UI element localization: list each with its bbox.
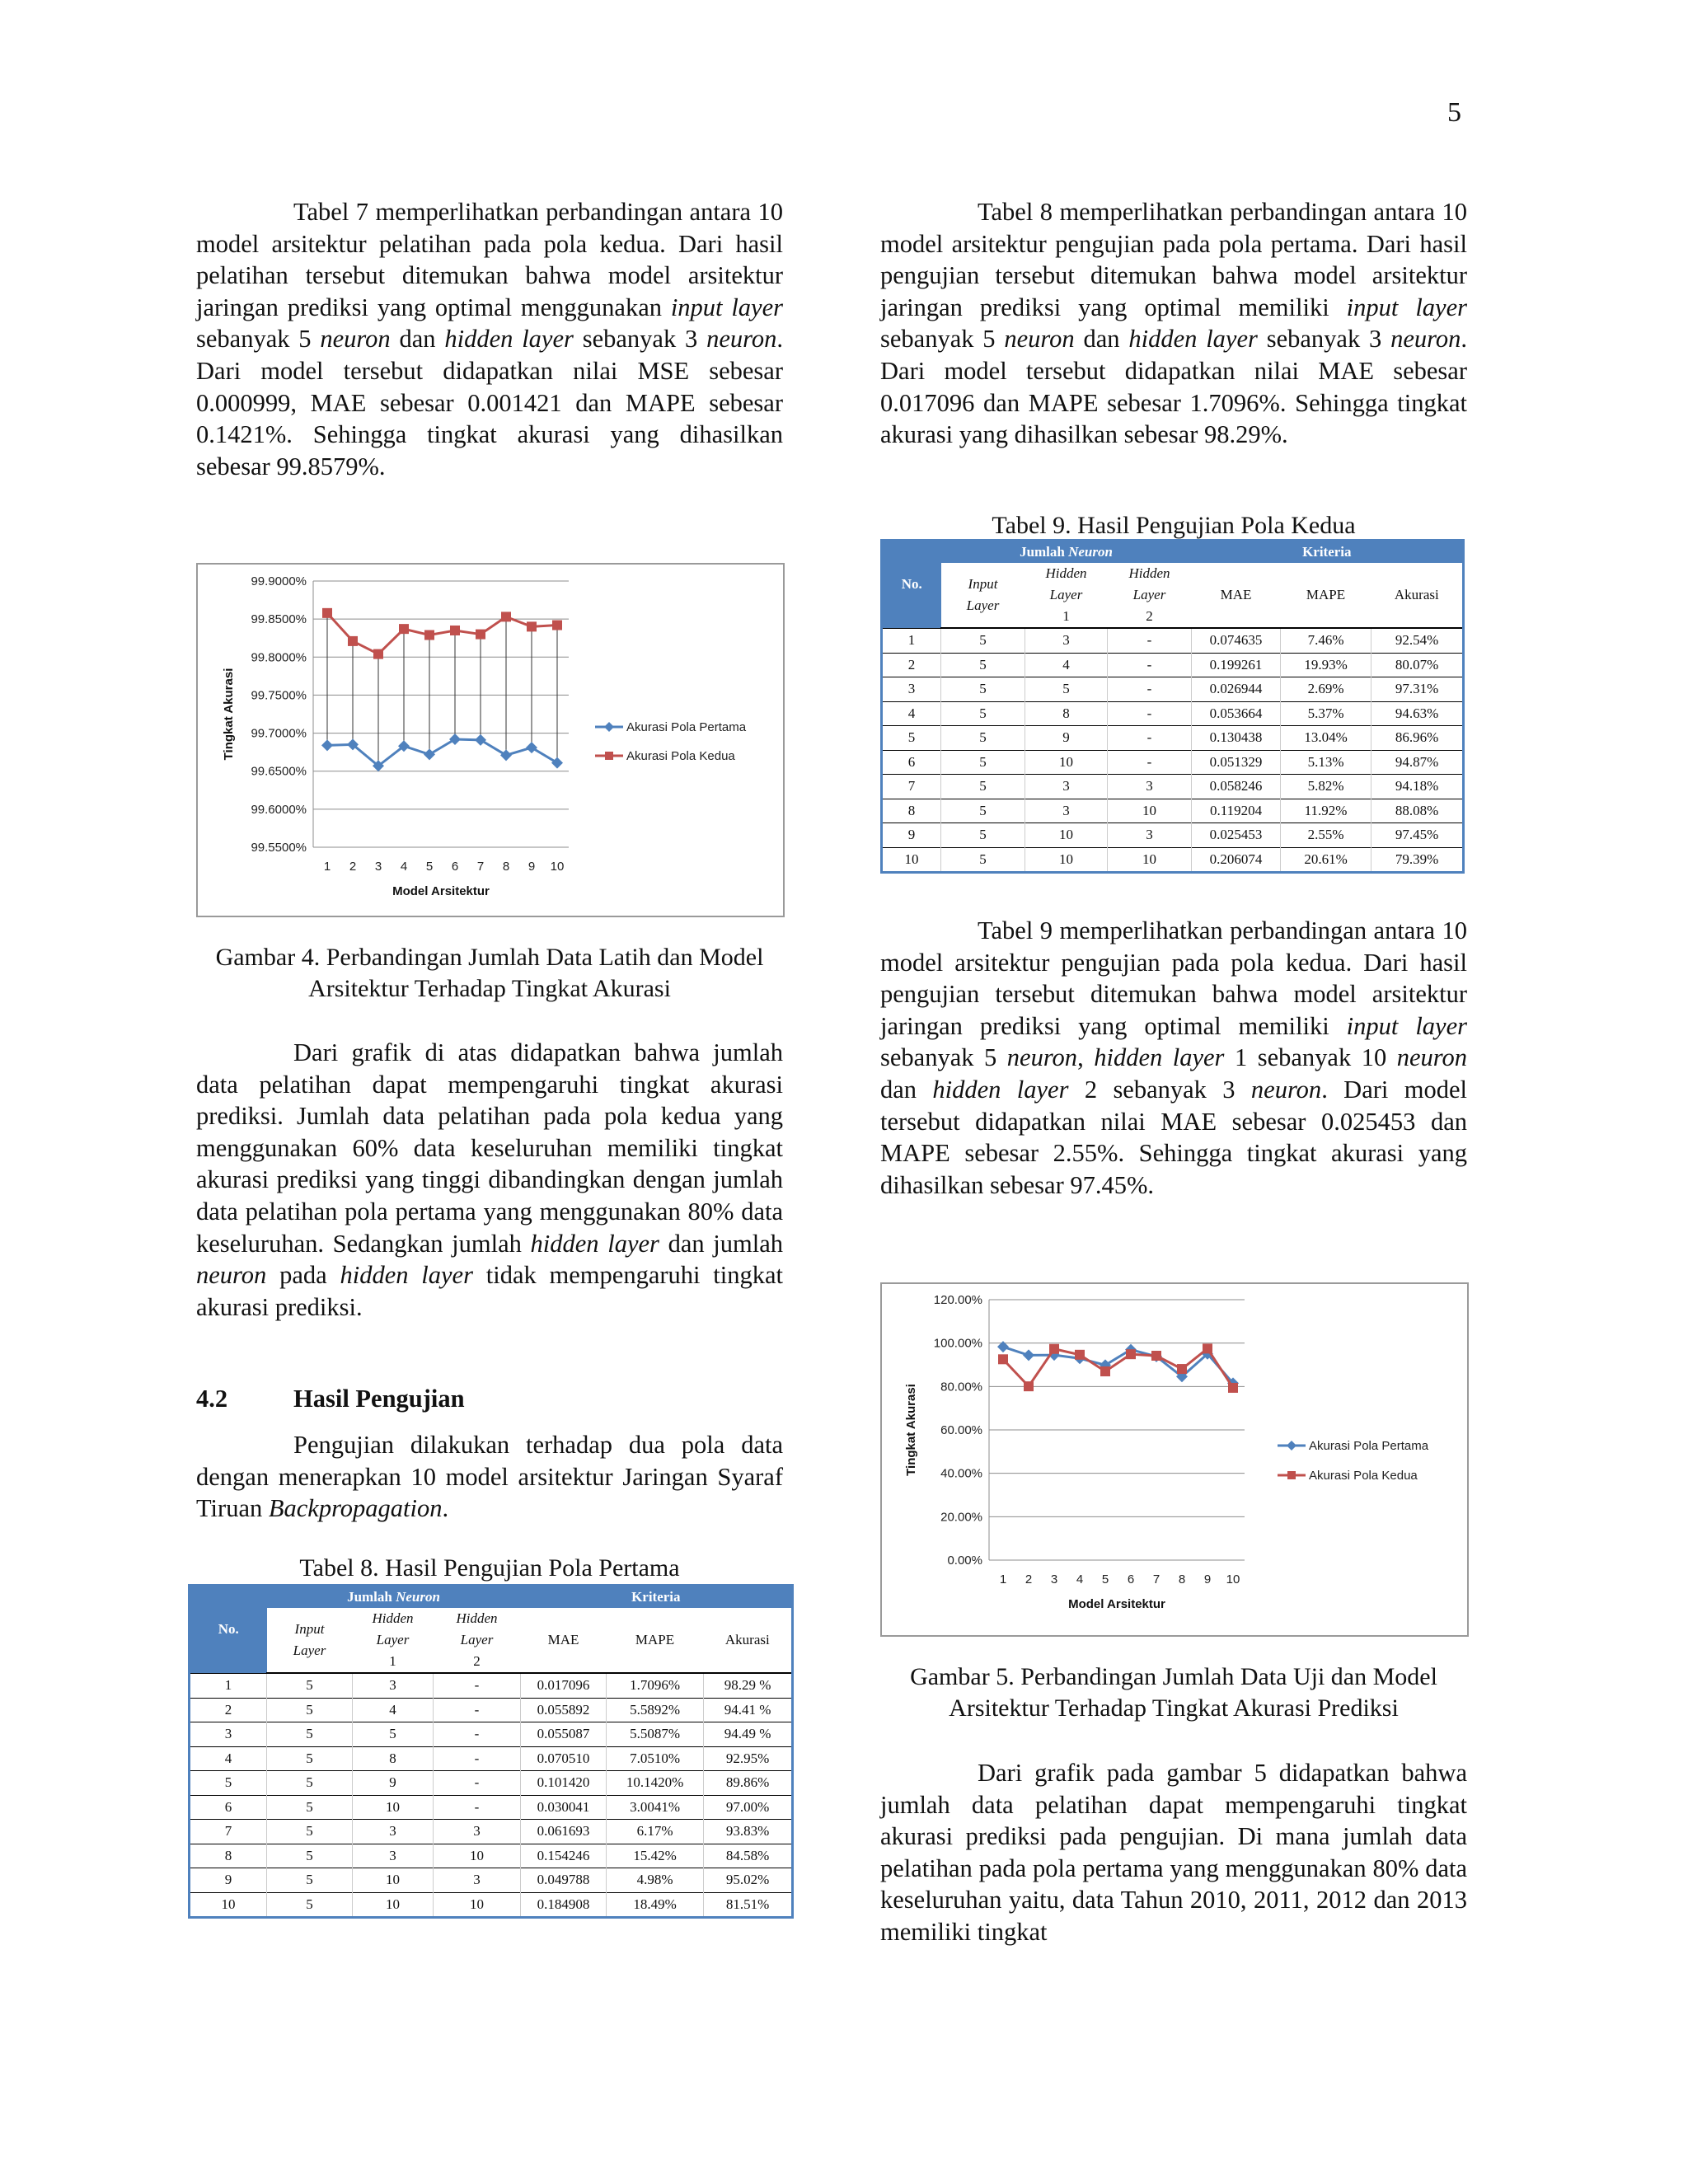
data-point-marker xyxy=(475,734,486,746)
y-tick-label: 99.6000% xyxy=(251,802,307,817)
x-tick-label: 5 xyxy=(1101,1572,1109,1586)
table-cell: 3 xyxy=(1025,628,1108,653)
header-akurasi: Akurasi xyxy=(704,1608,793,1673)
table-cell: 80.07% xyxy=(1372,653,1464,677)
table-cell: 5 xyxy=(941,750,1025,775)
table-cell: - xyxy=(434,1771,521,1796)
data-point-marker xyxy=(424,630,434,640)
data-point-marker xyxy=(1023,1349,1034,1361)
header-mae: MAE xyxy=(521,1608,607,1673)
table-cell: 0.101420 xyxy=(521,1771,607,1796)
table-cell: 0.070510 xyxy=(521,1746,607,1771)
table-cell: 6 xyxy=(190,1795,267,1820)
data-point-marker xyxy=(1126,1349,1136,1359)
table-cell: 4 xyxy=(190,1746,267,1771)
header-mae: MAE xyxy=(1192,563,1281,628)
table-cell: 5 xyxy=(941,823,1025,848)
table-cell: 88.08% xyxy=(1372,799,1464,823)
y-tick-label: 20.00% xyxy=(940,1510,982,1525)
x-tick-label: 10 xyxy=(550,860,565,874)
table-cell: - xyxy=(434,1722,521,1747)
figure-4-chart xyxy=(196,563,785,917)
table-cell: 6.17% xyxy=(607,1820,704,1844)
x-tick-label: 3 xyxy=(374,860,382,874)
table-cell: 8 xyxy=(190,1844,267,1868)
right-paragraph-3: Dari grafik pada gambar 5 didapatkan bahwa jumlah data pelatihan dapat mempengaruhi tingkat akurasi prediksi pada pengujian. Di mana jumlah data pelatihan pada pola pertama yang menggunakan 80% data keseluruhan yaitu, data Tahun 2010, 2011, 2012 dan 2013 memiliki tingkat xyxy=(880,1759,1467,1946)
table-row xyxy=(882,847,1464,873)
header-no: No. xyxy=(882,541,941,629)
data-point-marker xyxy=(500,749,512,761)
header-input-layer: Input Layer xyxy=(941,563,1025,628)
table-8-title: Tabel 8. Hasil Pengujian Pola Pertama xyxy=(299,1554,680,1582)
table-cell: 0.130438 xyxy=(1192,726,1281,751)
table-cell: 5 xyxy=(941,847,1025,873)
x-tick-label: 4 xyxy=(400,860,408,874)
y-tick-label: 40.00% xyxy=(940,1466,982,1481)
table-row xyxy=(190,1771,793,1796)
x-tick-label: 1 xyxy=(323,860,331,874)
data-point-marker xyxy=(348,636,358,646)
y-tick-label: 99.5500% xyxy=(251,841,307,855)
y-tick-label: 0.00% xyxy=(947,1554,982,1568)
table-cell: 3 xyxy=(1025,799,1108,823)
table-cell: 0.049788 xyxy=(521,1868,607,1893)
table-cell: 15.42% xyxy=(607,1844,704,1868)
x-tick-label: 6 xyxy=(451,860,459,874)
table-row xyxy=(190,1722,793,1747)
table-cell: 11.92% xyxy=(1281,799,1372,823)
figure-5-chart xyxy=(880,1282,1469,1637)
data-point-marker xyxy=(1203,1343,1212,1353)
table-cell: 5 xyxy=(267,1771,353,1796)
table-cell: 1.7096% xyxy=(607,1673,704,1698)
table-cell: 97.31% xyxy=(1372,677,1464,702)
data-point-marker xyxy=(1228,1383,1238,1393)
table-cell: - xyxy=(434,1673,521,1698)
header-hidden-layer-2: Hidden Layer 2 xyxy=(434,1608,521,1673)
table-cell: 10 xyxy=(353,1795,434,1820)
table-9 xyxy=(880,539,1465,874)
legend-marker xyxy=(605,752,613,760)
header-hidden-layer-2: Hidden Layer 2 xyxy=(1108,563,1192,628)
table-cell: - xyxy=(434,1795,521,1820)
table-cell: 5 xyxy=(882,726,941,751)
header-akurasi: Akurasi xyxy=(1372,563,1464,628)
table-cell: 2.55% xyxy=(1281,823,1372,848)
table-cell: 94.49 % xyxy=(704,1722,793,1747)
header-jumlah-neuron: Jumlah Neuron xyxy=(941,541,1192,564)
table-cell: 89.86% xyxy=(704,1771,793,1796)
table-row xyxy=(882,823,1464,848)
table-row xyxy=(190,1892,793,1918)
table-row xyxy=(882,628,1464,653)
table-cell: - xyxy=(1108,653,1192,677)
table-cell: 5.13% xyxy=(1281,750,1372,775)
table-cell: 94.41 % xyxy=(704,1698,793,1722)
x-tick-label: 1 xyxy=(999,1572,1007,1586)
table-cell: 0.017096 xyxy=(521,1673,607,1698)
table-cell: 97.00% xyxy=(704,1795,793,1820)
table-cell: 3 xyxy=(434,1868,521,1893)
table-cell: 0.025453 xyxy=(1192,823,1281,848)
table-row xyxy=(882,799,1464,823)
x-tick-label: 9 xyxy=(1203,1572,1212,1586)
legend-label: Akurasi Pola Pertama xyxy=(1309,1439,1429,1453)
table-cell: - xyxy=(1108,701,1192,726)
table-cell: 0.055087 xyxy=(521,1722,607,1747)
y-tick-label: 99.7000% xyxy=(251,726,307,741)
legend-marker xyxy=(1287,1441,1296,1451)
data-point-marker xyxy=(552,621,562,630)
table-row xyxy=(882,653,1464,677)
table-cell: 92.95% xyxy=(704,1746,793,1771)
right-paragraph-1: Tabel 8 memperlihatkan perbandingan antara 10 model arsitektur pengujian pada pola pertama. Dari hasil pengujian tersebut ditemukan bahwa model arsitektur jaringan prediksi yang optimal memiliki input layer sebanyak 5 neuron dan hidden layer sebanyak 3 neuron. Dari model tersebut didapatkan nilai MAE sebesar 0.017096 dan MAPE sebesar 1.7096%. Sehingga tingkat akurasi yang dihasilkan sebesar 98.29%. xyxy=(880,198,1468,449)
table-cell: 10 xyxy=(1108,799,1192,823)
x-tick-label: 2 xyxy=(1025,1572,1033,1586)
table-cell: 97.45% xyxy=(1372,823,1464,848)
table-cell: 0.030041 xyxy=(521,1795,607,1820)
table-cell: 9 xyxy=(882,823,941,848)
header-mape: MAPE xyxy=(607,1608,704,1673)
series-line xyxy=(1003,1347,1233,1383)
x-tick-label: 9 xyxy=(528,860,536,874)
table-row xyxy=(190,1820,793,1844)
data-point-marker xyxy=(373,649,383,659)
table-cell: 5 xyxy=(267,1698,353,1722)
table-cell: 5 xyxy=(267,1844,353,1868)
header-mape: MAPE xyxy=(1281,563,1372,628)
table-cell: 10 xyxy=(434,1892,521,1918)
x-tick-label: 8 xyxy=(502,860,510,874)
data-point-marker xyxy=(501,612,511,621)
table-row xyxy=(190,1698,793,1722)
table-row xyxy=(190,1673,793,1698)
data-point-marker xyxy=(1100,1366,1110,1376)
table-cell: 10 xyxy=(434,1844,521,1868)
table-cell: 8 xyxy=(1025,701,1108,726)
table-cell: - xyxy=(1108,726,1192,751)
table-cell: 5.5892% xyxy=(607,1698,704,1722)
table-cell: 0.055892 xyxy=(521,1698,607,1722)
table-cell: 2 xyxy=(190,1698,267,1722)
table-cell: 5 xyxy=(267,1795,353,1820)
y-axis-title: Tingkat Akurasi xyxy=(904,1384,918,1476)
table-cell: - xyxy=(1108,750,1192,775)
table-cell: 0.184908 xyxy=(521,1892,607,1918)
table-cell: 5 xyxy=(941,677,1025,702)
table-cell: 7.0510% xyxy=(607,1746,704,1771)
table-cell: 4 xyxy=(882,701,941,726)
x-tick-label: 3 xyxy=(1050,1572,1058,1586)
table-row xyxy=(882,677,1464,702)
data-point-marker xyxy=(1075,1350,1085,1360)
table-cell: 6 xyxy=(882,750,941,775)
table-cell: 5 xyxy=(190,1771,267,1796)
table-cell: 0.053664 xyxy=(1192,701,1281,726)
table-cell: 0.051329 xyxy=(1192,750,1281,775)
legend-label: Akurasi Pola Kedua xyxy=(626,749,735,763)
table-cell: 3 xyxy=(1108,823,1192,848)
table-8 xyxy=(188,1584,794,1919)
table-cell: 5.37% xyxy=(1281,701,1372,726)
data-point-marker xyxy=(322,608,332,618)
table-cell: 7 xyxy=(190,1820,267,1844)
table-cell: 94.87% xyxy=(1372,750,1464,775)
table-cell: 10 xyxy=(1025,750,1108,775)
x-tick-label: 5 xyxy=(425,860,434,874)
x-axis-title: Model Arsitektur xyxy=(392,884,490,898)
data-point-marker xyxy=(1151,1351,1161,1361)
data-point-marker xyxy=(526,742,537,753)
header-hidden-layer-1: Hidden Layer 1 xyxy=(353,1608,434,1673)
table-cell: 92.54% xyxy=(1372,628,1464,653)
table-cell: 3 xyxy=(1108,775,1192,799)
table-cell: 3 xyxy=(882,677,941,702)
y-tick-label: 60.00% xyxy=(940,1423,982,1437)
x-tick-label: 10 xyxy=(1226,1572,1240,1586)
x-tick-label: 4 xyxy=(1076,1572,1084,1586)
table-cell: 5.82% xyxy=(1281,775,1372,799)
table-cell: 98.29 % xyxy=(704,1673,793,1698)
table-row xyxy=(190,1746,793,1771)
table-row xyxy=(882,750,1464,775)
table-cell: 2 xyxy=(882,653,941,677)
table-cell: 0.074635 xyxy=(1192,628,1281,653)
series-line xyxy=(327,739,557,766)
data-point-marker xyxy=(998,1354,1008,1364)
y-tick-label: 99.8500% xyxy=(251,612,307,627)
data-point-marker xyxy=(449,733,461,745)
table-cell: 5 xyxy=(267,1868,353,1893)
x-tick-label: 7 xyxy=(476,860,485,874)
table-cell: 5 xyxy=(267,1892,353,1918)
figure-4-svg xyxy=(198,565,783,916)
header-input-layer: Input Layer xyxy=(267,1608,353,1673)
table-cell: - xyxy=(1108,677,1192,702)
y-tick-label: 120.00% xyxy=(933,1293,982,1307)
table-cell: 5.5087% xyxy=(607,1722,704,1747)
table-cell: 19.93% xyxy=(1281,653,1372,677)
table-cell: 0.061693 xyxy=(521,1820,607,1844)
header-kriteria: Kriteria xyxy=(521,1586,793,1609)
table-cell: 84.58% xyxy=(704,1844,793,1868)
data-point-marker xyxy=(1024,1381,1034,1391)
x-tick-label: 7 xyxy=(1152,1572,1160,1586)
table-row xyxy=(190,1795,793,1820)
legend-marker xyxy=(1287,1471,1296,1479)
table-cell: 93.83% xyxy=(704,1820,793,1844)
table-cell: 9 xyxy=(353,1771,434,1796)
data-point-marker xyxy=(1049,1344,1059,1354)
table-cell: 94.63% xyxy=(1372,701,1464,726)
data-point-marker xyxy=(321,739,333,751)
table-cell: 20.61% xyxy=(1281,847,1372,873)
x-axis-title: Model Arsitektur xyxy=(1068,1597,1165,1611)
table-cell: 3 xyxy=(1025,775,1108,799)
header-kriteria: Kriteria xyxy=(1192,541,1464,564)
page-number: 5 xyxy=(1447,97,1461,128)
table-cell: 86.96% xyxy=(1372,726,1464,751)
table-cell: 10 xyxy=(190,1892,267,1918)
section-title: Hasil Pengujian xyxy=(293,1385,465,1413)
right-paragraph-2: Tabel 9 memperlihatkan perbandingan antara 10 model arsitektur pengujian pada pola kedua. Dari hasil pengujian tersebut ditemukan bahwa model arsitektur jaringan prediksi yang optimal memiliki input layer sebanyak 5 neuron, hidden layer 1 sebanyak 10 neuron dan hidden layer 2 sebanyak 3 neuron. Dari model tersebut didapatkan nilai MAE sebesar 0.025453 dan MAPE sebesar 2.55%. Sehingga tingkat akurasi yang dihasilkan sebesar 97.45%. xyxy=(880,916,1468,1199)
table-cell: 5 xyxy=(267,1673,353,1698)
figure-4-caption: Gambar 4. Perbandingan Jumlah Data Latih dan Model Arsitektur Terhadap Tingkat Akurasi xyxy=(215,944,764,1002)
left-paragraph-1: Tabel 7 memperlihatkan perbandingan antara 10 model arsitektur pelatihan pada pola kedua. Dari hasil pelatihan tersebut ditemukan bahwa model arsitektur jaringan prediksi yang optimal menggunakan input layer sebanyak 5 neuron dan hidden layer sebanyak 3 neuron. Dari model tersebut didapatkan nilai MSE sebesar 0.000999, MAE sebesar 0.001421 dan MAPE sebesar 0.1421%. Sehingga tingkat akurasi yang dihasilkan sebesar 99.8579%. xyxy=(196,198,784,480)
table-cell: 5 xyxy=(941,775,1025,799)
table-cell: 10 xyxy=(882,847,941,873)
table-cell: 4 xyxy=(353,1698,434,1722)
table-cell: 0.058246 xyxy=(1192,775,1281,799)
table-cell: 4 xyxy=(1025,653,1108,677)
table-cell: 5 xyxy=(267,1820,353,1844)
table-cell: 10 xyxy=(1025,847,1108,873)
header-jumlah-neuron: Jumlah Neuron xyxy=(267,1586,521,1609)
table-cell: 5 xyxy=(1025,677,1108,702)
table-cell: 13.04% xyxy=(1281,726,1372,751)
header-no: No. xyxy=(190,1586,267,1674)
x-tick-label: 2 xyxy=(349,860,357,874)
table-cell: 5 xyxy=(941,653,1025,677)
table-cell: 3 xyxy=(353,1673,434,1698)
table-cell: 10 xyxy=(1108,847,1192,873)
table-cell: 9 xyxy=(190,1868,267,1893)
table-cell: 95.02% xyxy=(704,1868,793,1893)
table-cell: 0.154246 xyxy=(521,1844,607,1868)
table-row xyxy=(882,775,1464,799)
y-tick-label: 100.00% xyxy=(933,1336,982,1351)
legend-marker xyxy=(604,722,614,732)
table-cell: - xyxy=(434,1746,521,1771)
data-point-marker xyxy=(399,624,409,634)
table-9-title: Tabel 9. Hasil Pengujian Pola Kedua xyxy=(992,512,1356,539)
table-cell: 3.0041% xyxy=(607,1795,704,1820)
header-hidden-layer-1: Hidden Layer 1 xyxy=(1025,563,1108,628)
table-cell: 81.51% xyxy=(704,1892,793,1918)
table-cell: 1 xyxy=(190,1673,267,1698)
table-cell: 3 xyxy=(190,1722,267,1747)
left-paragraph-2: Dari grafik di atas didapatkan bahwa jumlah data pelatihan dapat mempengaruhi tingkat akurasi prediksi. Jumlah data pelatihan pada pola kedua yang menggunakan 60% data keseluruhan memiliki tingkat akurasi prediksi yang tinggi dibandingkan dengan jumlah data pelatihan pola pertama yang menggunakan 80% data keseluruhan. Sedangkan jumlah hidden layer dan jumlah neuron pada hidden layer tidak mempengaruhi tingkat akurasi prediksi. xyxy=(196,1038,783,1321)
table-cell: 7 xyxy=(882,775,941,799)
table-cell: 9 xyxy=(1025,726,1108,751)
table-cell: 10 xyxy=(1025,823,1108,848)
table-row xyxy=(190,1844,793,1868)
x-tick-label: 6 xyxy=(1127,1572,1135,1586)
table-cell: 3 xyxy=(353,1820,434,1844)
table-cell: 10.1420% xyxy=(607,1771,704,1796)
table-row xyxy=(882,726,1464,751)
table-cell: 18.49% xyxy=(607,1892,704,1918)
table-cell: 5 xyxy=(267,1722,353,1747)
legend-label: Akurasi Pola Kedua xyxy=(1309,1469,1418,1483)
table-cell: 3 xyxy=(434,1820,521,1844)
table-cell: 5 xyxy=(941,726,1025,751)
y-tick-label: 80.00% xyxy=(940,1380,982,1394)
table-cell: 1 xyxy=(882,628,941,653)
table-cell: 10 xyxy=(353,1868,434,1893)
table-cell: 0.206074 xyxy=(1192,847,1281,873)
data-point-marker xyxy=(424,748,435,760)
table-cell: 79.39% xyxy=(1372,847,1464,873)
table-cell: 5 xyxy=(941,799,1025,823)
table-cell: 5 xyxy=(941,701,1025,726)
legend-label: Akurasi Pola Pertama xyxy=(626,720,747,734)
x-tick-label: 8 xyxy=(1178,1572,1186,1586)
data-point-marker xyxy=(476,630,485,640)
table-8-body xyxy=(190,1673,793,1918)
table-cell: 8 xyxy=(882,799,941,823)
data-point-marker xyxy=(551,757,563,769)
y-axis-title: Tingkat Akurasi xyxy=(222,668,236,761)
table-row xyxy=(882,701,1464,726)
table-cell: - xyxy=(1108,628,1192,653)
table-row xyxy=(190,1868,793,1893)
left-paragraph-3: Pengujian dilakukan terhadap dua pola data dengan menerapkan 10 model arsitektur Jaringan Syaraf Tiruan Backpropagation. xyxy=(196,1431,783,1523)
table-9-body xyxy=(882,628,1464,873)
table-cell: 3 xyxy=(353,1844,434,1868)
data-point-marker xyxy=(450,626,460,635)
table-cell: 94.18% xyxy=(1372,775,1464,799)
figure-5-svg xyxy=(882,1284,1467,1635)
table-cell: 5 xyxy=(941,628,1025,653)
y-tick-label: 99.8000% xyxy=(251,650,307,665)
table-cell: 4.98% xyxy=(607,1868,704,1893)
y-tick-label: 99.7500% xyxy=(251,688,307,703)
table-cell: 5 xyxy=(267,1746,353,1771)
table-cell: - xyxy=(434,1698,521,1722)
y-tick-label: 99.6500% xyxy=(251,764,307,779)
table-cell: 0.119204 xyxy=(1192,799,1281,823)
y-tick-label: 99.9000% xyxy=(251,574,307,588)
data-point-marker xyxy=(527,621,537,631)
table-cell: 8 xyxy=(353,1746,434,1771)
table-cell: 10 xyxy=(353,1892,434,1918)
table-cell: 7.46% xyxy=(1281,628,1372,653)
table-cell: 0.026944 xyxy=(1192,677,1281,702)
figure-5-caption: Gambar 5. Perbandingan Jumlah Data Uji dan Model Arsitektur Terhadap Tingkat Akurasi Prediksi xyxy=(910,1663,1437,1722)
section-number: 4.2 xyxy=(196,1385,228,1413)
table-cell: 5 xyxy=(353,1722,434,1747)
table-cell: 0.199261 xyxy=(1192,653,1281,677)
table-cell: 2.69% xyxy=(1281,677,1372,702)
data-point-marker xyxy=(1177,1364,1187,1374)
